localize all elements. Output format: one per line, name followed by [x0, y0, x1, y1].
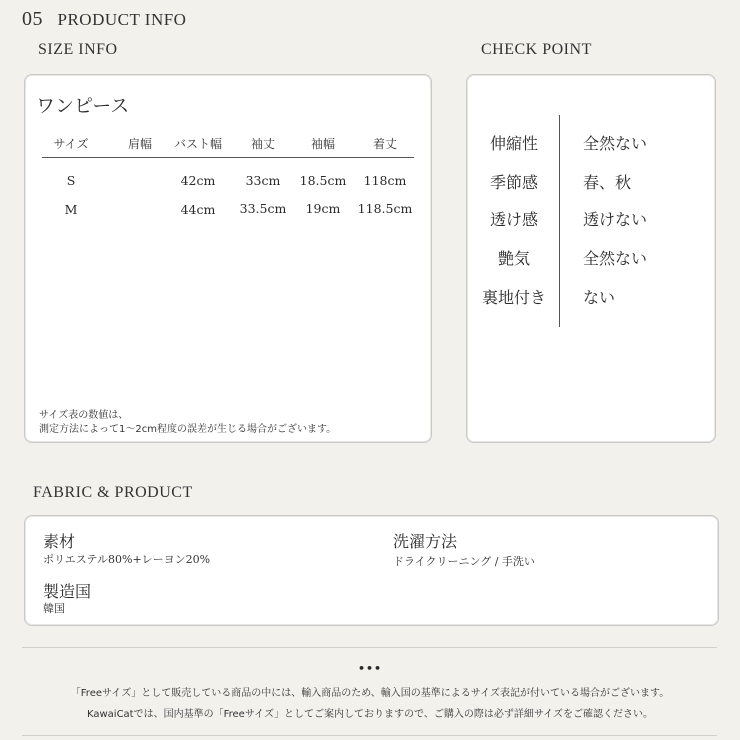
check-value-stretch: 全然ない: [583, 134, 648, 153]
table-row-s-sleeve-length: 33cm: [245, 173, 281, 188]
check-value-season: 春、秋: [583, 173, 632, 192]
table-row-m-sleeve-width: 19cm: [305, 201, 341, 216]
washing-title: 洗濯方法: [393, 532, 458, 551]
section-title: PRODUCT INFO: [57, 10, 187, 29]
origin-value: 韓国: [43, 602, 65, 615]
material-title: 素材: [43, 532, 76, 551]
table-row-s-size: S: [66, 173, 76, 188]
check-point-divider: [559, 115, 560, 327]
table-row-m-size: M: [64, 202, 78, 217]
section-number: 05: [22, 8, 43, 30]
footer-top-divider: [22, 647, 717, 648]
footer-note-line2: KawaiCatでは、国内基準の「Freeサイズ」としてご案内しておりますので、ご購入の際は必ず詳細サイズをご確認ください。: [86, 709, 654, 720]
table-divider: [42, 157, 414, 158]
check-label-lining: 裏地付き: [481, 288, 546, 307]
size-info-heading: SIZE INFO: [38, 41, 118, 58]
check-label-sheer: 透け感: [489, 210, 538, 229]
check-value-gloss: 全然ない: [583, 249, 648, 268]
product-name: ワンピース: [36, 95, 130, 117]
fabric-heading: FABRIC & PRODUCT: [33, 484, 193, 501]
material-value: ポリエステル80%+レーヨン20%: [43, 553, 211, 566]
col-sleeve-length: 袖丈: [250, 137, 275, 151]
check-label-stretch: 伸縮性: [489, 134, 538, 153]
col-length: 着丈: [372, 137, 397, 151]
check-value-sheer: 透けない: [583, 210, 648, 229]
table-row-s-bust: 42cm: [180, 173, 216, 188]
col-size: サイズ: [53, 137, 89, 151]
table-row-m-bust: 44cm: [180, 202, 216, 217]
fabric-card: [24, 515, 719, 626]
footer-ellipsis: •••: [357, 662, 383, 675]
table-row-s-sleeve-width: 18.5cm: [299, 173, 347, 188]
check-label-gloss: 艶気: [497, 249, 530, 268]
footer-note-line1: 「Freeサイズ」として販売している商品の中には、輸入商品のため、輸入国の基準によるサイズ表記が付いている場合がございます。: [70, 688, 670, 699]
check-point-card: [466, 74, 716, 443]
col-bust: バスト幅: [173, 137, 222, 151]
size-note-line1: サイズ表の数値は、: [39, 410, 129, 421]
size-info-card: [24, 74, 432, 443]
table-row-m-sleeve-length: 33.5cm: [239, 201, 287, 216]
table-row-m-length: 118.5cm: [357, 201, 413, 216]
footer-bottom-divider: [22, 735, 717, 736]
check-point-heading: CHECK POINT: [481, 41, 592, 58]
col-shoulder: 肩幅: [127, 137, 152, 151]
check-label-season: 季節感: [489, 173, 538, 192]
washing-value: ドライクリーニング / 手洗い: [393, 555, 535, 568]
col-sleeve-width: 袖幅: [310, 137, 335, 151]
size-note-line2: 測定方法によって1～2cm程度の誤差が生じる場合がございます。: [39, 424, 337, 435]
origin-title: 製造国: [43, 582, 92, 601]
check-value-lining: ない: [583, 288, 616, 307]
table-row-s-length: 118cm: [363, 173, 407, 188]
section-header: [22, 8, 186, 34]
